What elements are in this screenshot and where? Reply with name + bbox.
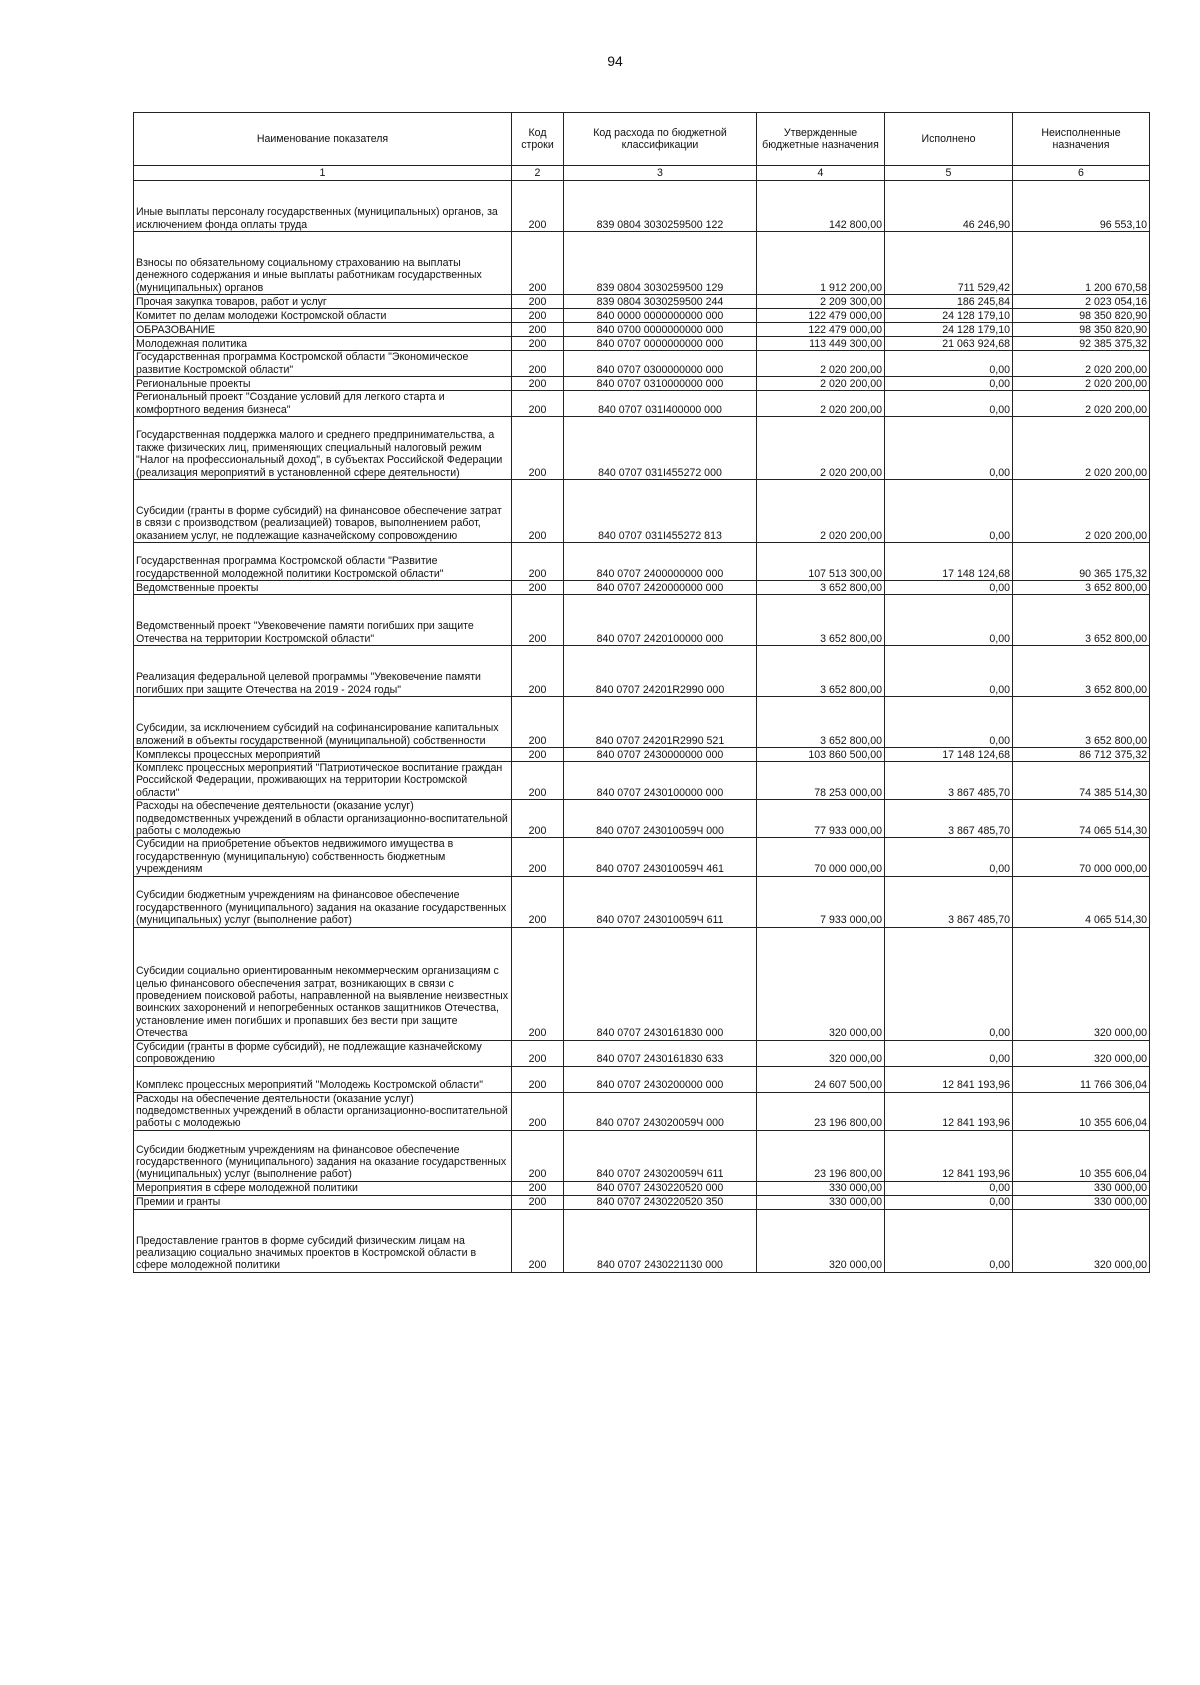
row-unexecuted: 98 350 820,90 xyxy=(1013,309,1150,323)
row-unexecuted: 2 020 200,00 xyxy=(1013,417,1150,480)
row-unexecuted: 11 766 306,04 xyxy=(1013,1066,1150,1092)
column-number-row xyxy=(134,166,1150,181)
row-unexecuted: 74 385 514,30 xyxy=(1013,762,1150,800)
row-approved: 142 800,00 xyxy=(757,181,885,232)
table-row xyxy=(134,1195,1150,1209)
column-number: 3 xyxy=(564,166,757,181)
row-kbk: 840 0707 2420100000 000 xyxy=(564,595,757,646)
row-name: Субсидии (гранты в форме субсидий) на финансовое обеспечение затрат в связи с производством (реализацией) товаров, выполнением работ, оказанием услуг, не подлежащие казначейскому сопровождению xyxy=(134,480,512,543)
table-row xyxy=(134,391,1150,417)
table-header xyxy=(134,113,1150,181)
row-kbk: 840 0707 2420000000 000 xyxy=(564,581,757,595)
row-approved: 2 020 200,00 xyxy=(757,417,885,480)
row-kbk: 840 0707 243020059Ч 611 xyxy=(564,1130,757,1181)
row-kbk: 840 0707 2430220520 350 xyxy=(564,1195,757,1209)
row-executed: 24 128 179,10 xyxy=(885,309,1013,323)
row-approved: 103 860 500,00 xyxy=(757,748,885,762)
row-approved: 320 000,00 xyxy=(757,927,885,1040)
row-executed: 12 841 193,96 xyxy=(885,1092,1013,1130)
row-code: 200 xyxy=(512,595,564,646)
row-approved: 2 020 200,00 xyxy=(757,391,885,417)
table-row xyxy=(134,1066,1150,1092)
row-name: Иные выплаты персоналу государственных (муниципальных) органов, за исключением фонда оплаты труда xyxy=(134,181,512,232)
row-approved: 3 652 800,00 xyxy=(757,595,885,646)
row-unexecuted: 70 000 000,00 xyxy=(1013,838,1150,876)
row-code: 200 xyxy=(512,1195,564,1209)
row-approved: 107 513 300,00 xyxy=(757,543,885,581)
row-name: Мероприятия в сфере молодежной политики xyxy=(134,1181,512,1195)
row-code: 200 xyxy=(512,1092,564,1130)
row-unexecuted: 3 652 800,00 xyxy=(1013,697,1150,748)
row-kbk: 840 0707 2430161830 633 xyxy=(564,1040,757,1066)
row-executed: 12 841 193,96 xyxy=(885,1066,1013,1092)
row-code: 200 xyxy=(512,1040,564,1066)
row-name: Субсидии, за исключением субсидий на софинансирование капитальных вложений в объекты государственной (муниципальной) собственности xyxy=(134,697,512,748)
header-executed: Исполнено xyxy=(885,113,1013,166)
row-name: Ведомственный проект "Увековечение памяти погибших при защите Отечества на территории Костромской области" xyxy=(134,595,512,646)
row-unexecuted: 330 000,00 xyxy=(1013,1181,1150,1195)
row-unexecuted: 4 065 514,30 xyxy=(1013,876,1150,927)
table-row xyxy=(134,1181,1150,1195)
row-code: 200 xyxy=(512,181,564,232)
row-code: 200 xyxy=(512,762,564,800)
row-code: 200 xyxy=(512,697,564,748)
row-code: 200 xyxy=(512,876,564,927)
row-executed: 3 867 485,70 xyxy=(885,800,1013,838)
row-approved: 78 253 000,00 xyxy=(757,762,885,800)
row-executed: 3 867 485,70 xyxy=(885,762,1013,800)
row-unexecuted: 320 000,00 xyxy=(1013,1040,1150,1066)
row-name: Прочая закупка товаров, работ и услуг xyxy=(134,295,512,309)
page-number: 94 xyxy=(607,53,623,69)
row-executed: 0,00 xyxy=(885,838,1013,876)
row-name: Субсидии (гранты в форме субсидий), не подлежащие казначейскому сопровождению xyxy=(134,1040,512,1066)
row-code: 200 xyxy=(512,927,564,1040)
row-approved: 70 000 000,00 xyxy=(757,838,885,876)
row-code: 200 xyxy=(512,337,564,351)
row-code: 200 xyxy=(512,480,564,543)
row-code: 200 xyxy=(512,748,564,762)
row-executed: 3 867 485,70 xyxy=(885,876,1013,927)
row-executed: 0,00 xyxy=(885,1209,1013,1272)
row-executed: 12 841 193,96 xyxy=(885,1130,1013,1181)
row-executed: 0,00 xyxy=(885,697,1013,748)
table-row xyxy=(134,1092,1150,1130)
row-executed: 0,00 xyxy=(885,351,1013,377)
row-kbk: 840 0700 0000000000 000 xyxy=(564,323,757,337)
row-executed: 0,00 xyxy=(885,1040,1013,1066)
row-unexecuted: 98 350 820,90 xyxy=(1013,323,1150,337)
row-code: 200 xyxy=(512,581,564,595)
row-code: 200 xyxy=(512,543,564,581)
header-kbk: Код расхода по бюджетной классификации xyxy=(564,113,757,166)
row-kbk: 840 0707 24201R2990 000 xyxy=(564,646,757,697)
row-approved: 24 607 500,00 xyxy=(757,1066,885,1092)
row-name: Ведомственные проекты xyxy=(134,581,512,595)
row-executed: 0,00 xyxy=(885,595,1013,646)
table-row xyxy=(134,480,1150,543)
table-row xyxy=(134,232,1150,295)
row-code: 200 xyxy=(512,1209,564,1272)
row-name: Региональный проект "Создание условий для легкого старта и комфортного ведения бизнеса" xyxy=(134,391,512,417)
row-kbk: 840 0707 2430100000 000 xyxy=(564,762,757,800)
row-name: ОБРАЗОВАНИЕ xyxy=(134,323,512,337)
table-row xyxy=(134,838,1150,876)
row-approved: 2 209 300,00 xyxy=(757,295,885,309)
row-kbk: 840 0707 243010059Ч 000 xyxy=(564,800,757,838)
table-row xyxy=(134,697,1150,748)
row-approved: 7 933 000,00 xyxy=(757,876,885,927)
row-approved: 320 000,00 xyxy=(757,1040,885,1066)
row-approved: 23 196 800,00 xyxy=(757,1092,885,1130)
row-name: Реализация федеральной целевой программы "Увековечение памяти погибших при защите Отечества на 2019 - 2024 годы" xyxy=(134,646,512,697)
row-unexecuted: 90 365 175,32 xyxy=(1013,543,1150,581)
table-row xyxy=(134,377,1150,391)
row-approved: 2 020 200,00 xyxy=(757,377,885,391)
row-kbk: 840 0707 2430161830 000 xyxy=(564,927,757,1040)
row-name: Субсидии социально ориентированным некоммерческим организациям с целью финансового обеспечения затрат, возникающих в связи с проведением поисковой работы, направленной на выявление неизвестных воинских захоронений и непогребенных останков защитников Отечества, установление имен погибших и пропавших без вести при защите Отечества xyxy=(134,927,512,1040)
row-name: Комплексы процессных мероприятий xyxy=(134,748,512,762)
table-row xyxy=(134,581,1150,595)
row-name: Государственная программа Костромской области "Развитие государственной молодежной политики Костромской области" xyxy=(134,543,512,581)
row-kbk: 840 0707 2430200000 000 xyxy=(564,1066,757,1092)
row-name: Премии и гранты xyxy=(134,1195,512,1209)
row-kbk: 839 0804 3030259500 122 xyxy=(564,181,757,232)
row-code: 200 xyxy=(512,391,564,417)
row-executed: 0,00 xyxy=(885,417,1013,480)
table-body xyxy=(134,181,1150,1273)
row-unexecuted: 2 020 200,00 xyxy=(1013,391,1150,417)
row-unexecuted: 2 020 200,00 xyxy=(1013,351,1150,377)
row-code: 200 xyxy=(512,800,564,838)
table-row xyxy=(134,417,1150,480)
row-executed: 0,00 xyxy=(885,581,1013,595)
row-code: 200 xyxy=(512,323,564,337)
row-executed: 711 529,42 xyxy=(885,232,1013,295)
row-unexecuted: 2 020 200,00 xyxy=(1013,377,1150,391)
row-approved: 3 652 800,00 xyxy=(757,581,885,595)
row-kbk: 839 0804 3030259500 129 xyxy=(564,232,757,295)
row-code: 200 xyxy=(512,309,564,323)
row-executed: 0,00 xyxy=(885,480,1013,543)
table-row xyxy=(134,351,1150,377)
row-unexecuted: 3 652 800,00 xyxy=(1013,595,1150,646)
column-number: 6 xyxy=(1013,166,1150,181)
row-approved: 330 000,00 xyxy=(757,1181,885,1195)
row-name: Субсидии бюджетным учреждениям на финансовое обеспечение государственного (муниципального) задания на оказание государственных (муниципальных) услуг (выполнение работ) xyxy=(134,876,512,927)
row-kbk: 840 0707 24201R2990 521 xyxy=(564,697,757,748)
row-approved: 2 020 200,00 xyxy=(757,351,885,377)
row-code: 200 xyxy=(512,1181,564,1195)
row-approved: 23 196 800,00 xyxy=(757,1130,885,1181)
row-code: 200 xyxy=(512,1066,564,1092)
table-row xyxy=(134,927,1150,1040)
row-kbk: 840 0707 243010059Ч 461 xyxy=(564,838,757,876)
row-approved: 330 000,00 xyxy=(757,1195,885,1209)
row-unexecuted: 10 355 606,04 xyxy=(1013,1092,1150,1130)
table-row xyxy=(134,800,1150,838)
row-unexecuted: 330 000,00 xyxy=(1013,1195,1150,1209)
row-kbk: 840 0707 0000000000 000 xyxy=(564,337,757,351)
row-approved: 2 020 200,00 xyxy=(757,480,885,543)
row-unexecuted: 320 000,00 xyxy=(1013,927,1150,1040)
row-name: Молодежная политика xyxy=(134,337,512,351)
table-row xyxy=(134,1130,1150,1181)
row-unexecuted: 3 652 800,00 xyxy=(1013,581,1150,595)
row-kbk: 840 0707 2430000000 000 xyxy=(564,748,757,762)
row-kbk: 840 0707 031I400000 000 xyxy=(564,391,757,417)
row-unexecuted: 86 712 375,32 xyxy=(1013,748,1150,762)
row-unexecuted: 92 385 375,32 xyxy=(1013,337,1150,351)
header-name: Наименование показателя xyxy=(134,113,512,166)
row-unexecuted: 74 065 514,30 xyxy=(1013,800,1150,838)
row-approved: 122 479 000,00 xyxy=(757,309,885,323)
column-number: 4 xyxy=(757,166,885,181)
row-name: Взносы по обязательному социальному страхованию на выплаты денежного содержания и иные выплаты работникам государственных (муниципальных) органов xyxy=(134,232,512,295)
row-kbk: 840 0707 2400000000 000 xyxy=(564,543,757,581)
row-unexecuted: 96 553,10 xyxy=(1013,181,1150,232)
row-executed: 0,00 xyxy=(885,391,1013,417)
row-executed: 0,00 xyxy=(885,377,1013,391)
row-executed: 17 148 124,68 xyxy=(885,543,1013,581)
row-name: Комплекс процессных мероприятий "Патриотическое воспитание граждан Российской Федерации, проживающих на территории Костромской области" xyxy=(134,762,512,800)
row-kbk: 840 0000 0000000000 000 xyxy=(564,309,757,323)
table-row xyxy=(134,323,1150,337)
table-row xyxy=(134,595,1150,646)
row-kbk: 840 0707 0310000000 000 xyxy=(564,377,757,391)
row-kbk: 840 0707 031I455272 813 xyxy=(564,480,757,543)
row-executed: 24 128 179,10 xyxy=(885,323,1013,337)
table-row xyxy=(134,646,1150,697)
row-unexecuted: 3 652 800,00 xyxy=(1013,646,1150,697)
row-name: Расходы на обеспечение деятельности (оказание услуг) подведомственных учреждений в области организационно-воспитательной работы с молодежью xyxy=(134,800,512,838)
table-row xyxy=(134,1209,1150,1272)
row-unexecuted: 10 355 606,04 xyxy=(1013,1130,1150,1181)
row-name: Государственная поддержка малого и среднего предпринимательства, а также физических лиц, применяющих специальный налоговый режим "Налог на профессиональный доход", в субъектах Российской Федерации (реализация мероприятий в установленной сфере деятельности) xyxy=(134,417,512,480)
row-code: 200 xyxy=(512,377,564,391)
row-code: 200 xyxy=(512,1130,564,1181)
row-name: Государственная программа Костромской области "Экономическое развитие Костромской области" xyxy=(134,351,512,377)
row-executed: 0,00 xyxy=(885,927,1013,1040)
row-name: Предоставление грантов в форме субсидий физическим лицам на реализацию социально значимых проектов в Костромской области в сфере молодежной политики xyxy=(134,1209,512,1272)
row-executed: 0,00 xyxy=(885,646,1013,697)
row-executed: 46 246,90 xyxy=(885,181,1013,232)
row-kbk: 840 0707 2430221130 000 xyxy=(564,1209,757,1272)
row-code: 200 xyxy=(512,417,564,480)
row-code: 200 xyxy=(512,295,564,309)
row-approved: 3 652 800,00 xyxy=(757,646,885,697)
budget-report-table xyxy=(133,112,1150,1273)
row-name: Комплекс процессных мероприятий "Молодежь Костромской области" xyxy=(134,1066,512,1092)
row-kbk: 840 0707 243020059Ч 000 xyxy=(564,1092,757,1130)
table-row xyxy=(134,762,1150,800)
row-executed: 0,00 xyxy=(885,1181,1013,1195)
row-unexecuted: 320 000,00 xyxy=(1013,1209,1150,1272)
row-executed: 0,00 xyxy=(885,1195,1013,1209)
row-executed: 17 148 124,68 xyxy=(885,748,1013,762)
row-name: Комитет по делам молодежи Костромской области xyxy=(134,309,512,323)
row-name: Субсидии бюджетным учреждениям на финансовое обеспечение государственного (муниципального) задания на оказание государственных (муниципальных) услуг (выполнение работ) xyxy=(134,1130,512,1181)
row-executed: 186 245,84 xyxy=(885,295,1013,309)
table-row xyxy=(134,181,1150,232)
row-executed: 21 063 924,68 xyxy=(885,337,1013,351)
column-number: 5 xyxy=(885,166,1013,181)
row-unexecuted: 2 023 054,16 xyxy=(1013,295,1150,309)
row-code: 200 xyxy=(512,351,564,377)
row-approved: 320 000,00 xyxy=(757,1209,885,1272)
row-name: Региональные проекты xyxy=(134,377,512,391)
row-approved: 3 652 800,00 xyxy=(757,697,885,748)
row-kbk: 840 0707 243010059Ч 611 xyxy=(564,876,757,927)
row-approved: 77 933 000,00 xyxy=(757,800,885,838)
table-row xyxy=(134,543,1150,581)
table-row xyxy=(134,876,1150,927)
row-approved: 1 912 200,00 xyxy=(757,232,885,295)
row-approved: 113 449 300,00 xyxy=(757,337,885,351)
row-code: 200 xyxy=(512,232,564,295)
row-kbk: 840 0707 031I455272 000 xyxy=(564,417,757,480)
table-row xyxy=(134,295,1150,309)
table-row xyxy=(134,1040,1150,1066)
row-kbk: 840 0707 2430220520 000 xyxy=(564,1181,757,1195)
row-approved: 122 479 000,00 xyxy=(757,323,885,337)
row-unexecuted: 1 200 670,58 xyxy=(1013,232,1150,295)
row-code: 200 xyxy=(512,838,564,876)
header-unexecuted: Неисполненные назначения xyxy=(1013,113,1150,166)
row-name: Расходы на обеспечение деятельности (оказание услуг) подведомственных учреждений в области организационно-воспитательной работы с молодежью xyxy=(134,1092,512,1130)
row-name: Субсидии на приобретение объектов недвижимого имущества в государственную (муниципальную) собственность бюджетным учреждениям xyxy=(134,838,512,876)
header-approved: Утвержденные бюджетные назначения xyxy=(757,113,885,166)
column-number: 2 xyxy=(512,166,564,181)
column-number: 1 xyxy=(134,166,512,181)
table-row xyxy=(134,337,1150,351)
row-kbk: 840 0707 0300000000 000 xyxy=(564,351,757,377)
header-code: Код строки xyxy=(512,113,564,166)
table-row xyxy=(134,309,1150,323)
row-code: 200 xyxy=(512,646,564,697)
row-kbk: 839 0804 3030259500 244 xyxy=(564,295,757,309)
row-unexecuted: 2 020 200,00 xyxy=(1013,480,1150,543)
table-row xyxy=(134,748,1150,762)
